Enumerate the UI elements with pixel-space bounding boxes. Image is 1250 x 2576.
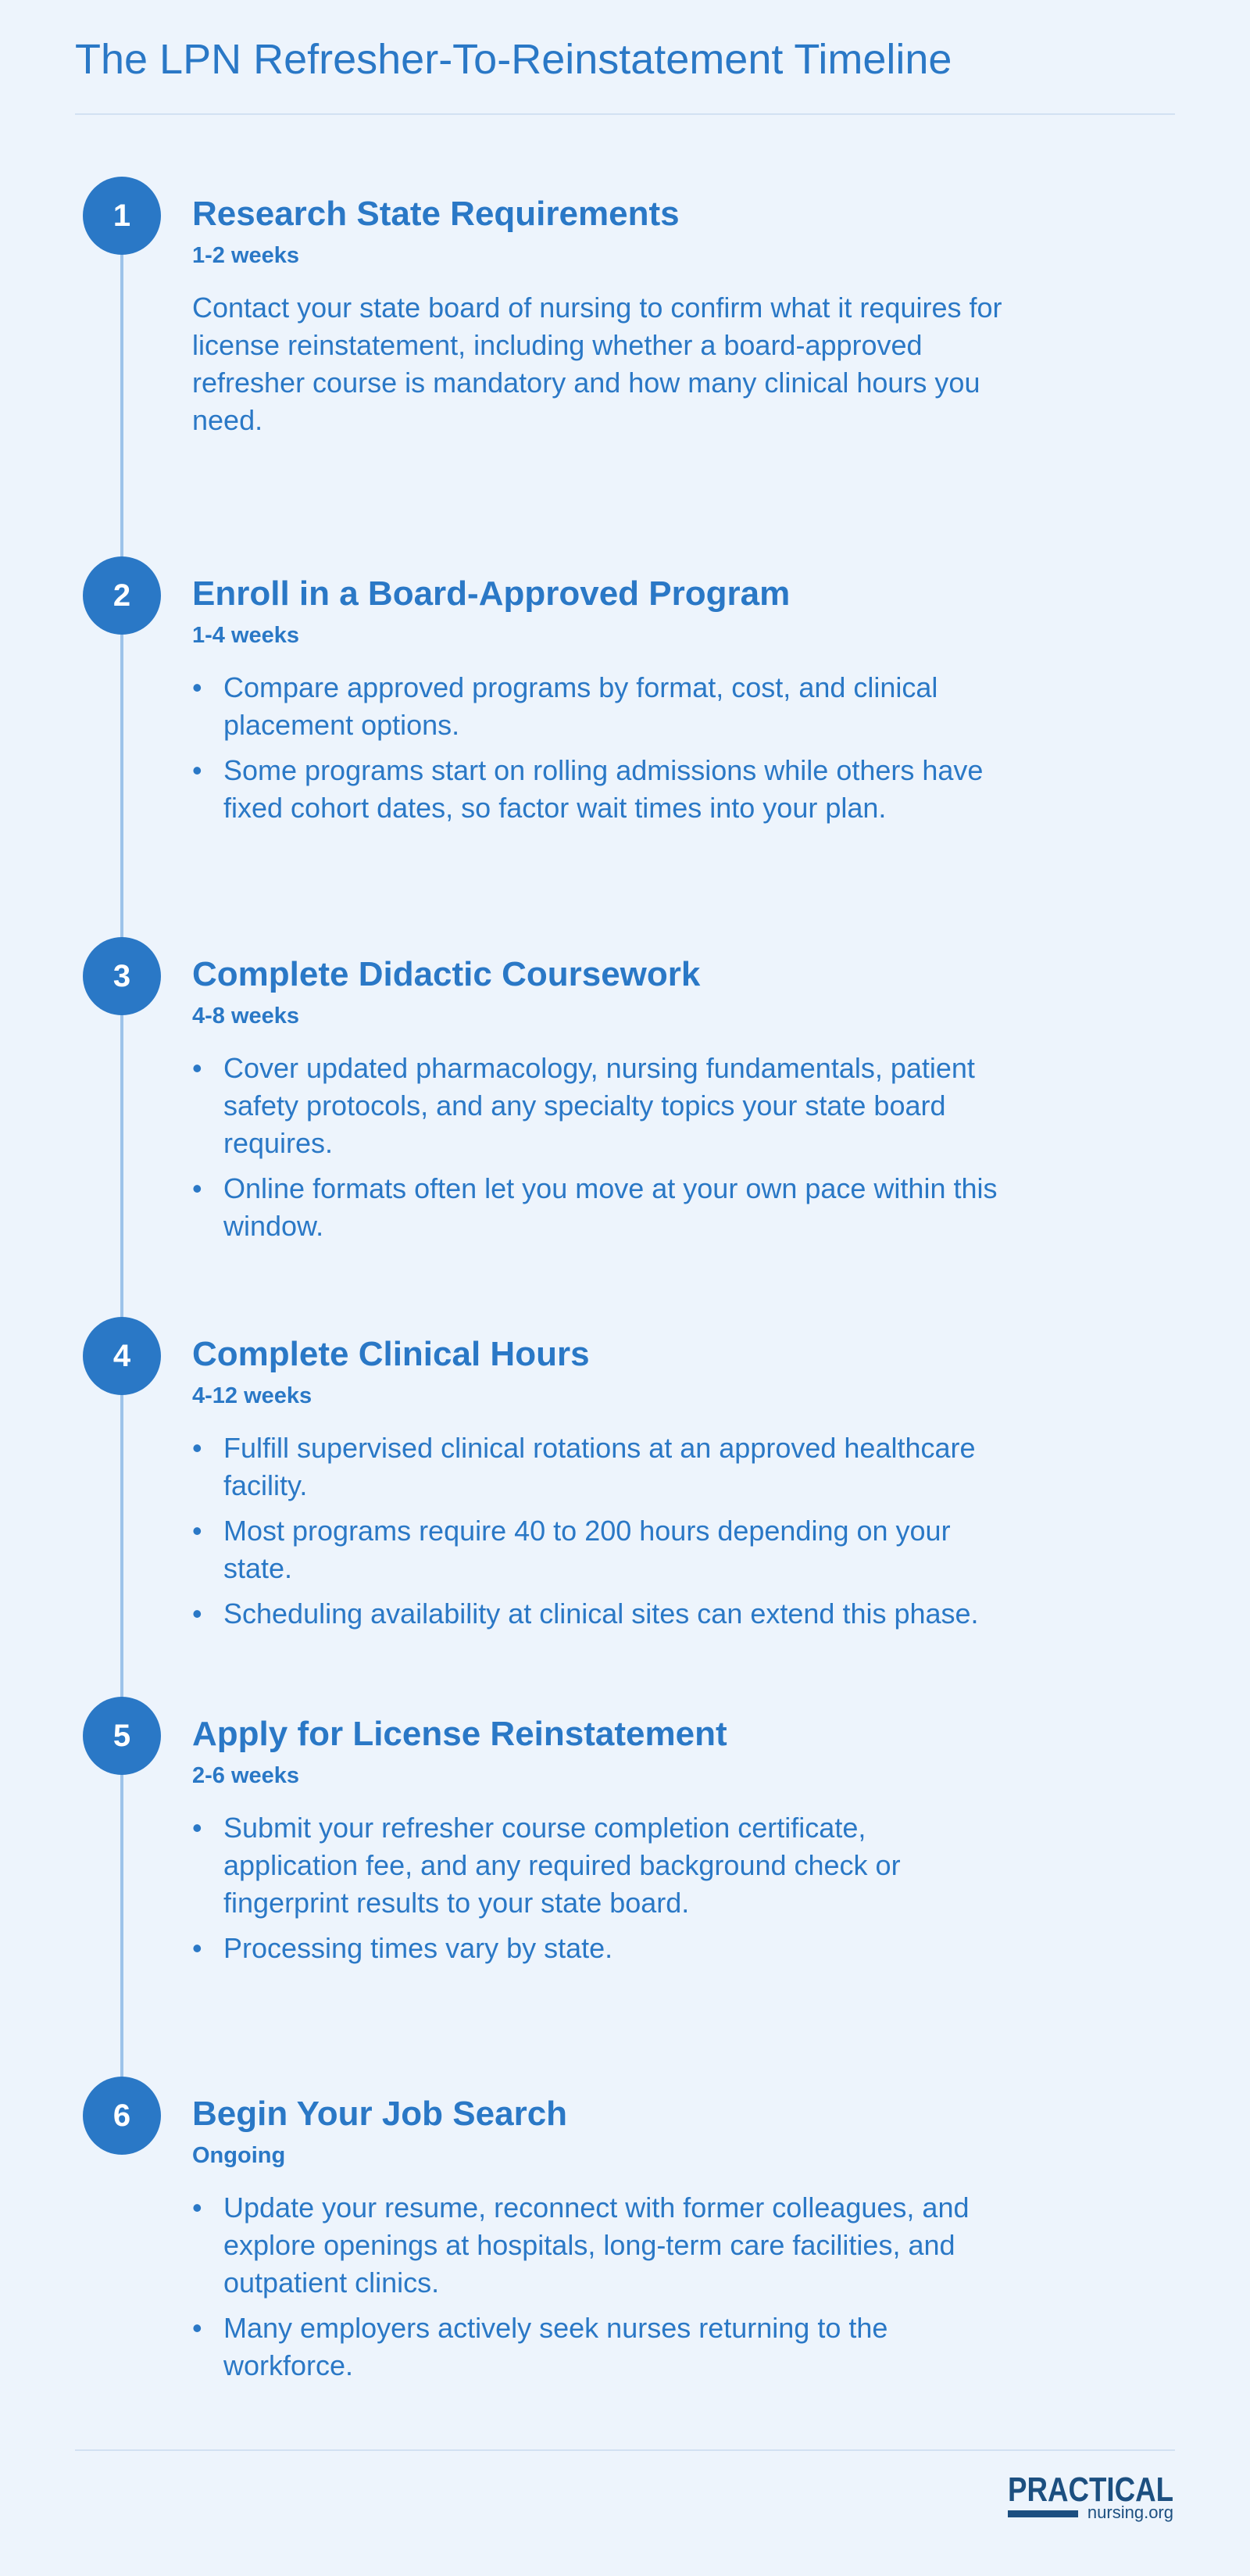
header-divider [75, 113, 1175, 115]
bullet-icon: • [192, 2191, 202, 2224]
step-bullet-list [192, 1429, 1005, 1633]
bullet-text: Scheduling availability at clinical sites can extend this phase. [223, 1597, 979, 1630]
bullet-text: Cover updated pharmacology, nursing fundamentals, patient safety protocols, and any specialty topics your state board requires. [223, 1051, 975, 1159]
step-content [192, 574, 1020, 835]
step-content [192, 194, 1020, 439]
step-title: Complete Clinical Hours [192, 1335, 590, 1373]
bullet-icon: • [192, 753, 202, 786]
logo-bar [1008, 2510, 1078, 2517]
step-title: Enroll in a Board-Approved Program [192, 574, 791, 613]
step-bullet-list [192, 669, 1005, 827]
step-number-badge: 4 [83, 1317, 161, 1395]
step-content [192, 2094, 1020, 2392]
bullet-text: Compare approved programs by format, cost, and clinical placement options. [223, 671, 938, 741]
bullet-text: Online formats often let you move at your own pace within this window. [223, 1172, 998, 1242]
bullet-item [192, 1595, 1005, 1633]
step-duration: Ongoing [192, 2142, 286, 2168]
bullet-icon: • [192, 671, 202, 703]
logo-wordmark: PRACTICAL [1008, 2470, 1173, 2509]
step-title: Apply for License Reinstatement [192, 1715, 727, 1753]
page-title: The LPN Refresher-To-Reinstatement Timeline [75, 36, 952, 83]
step-duration: 4-12 weeks [192, 1383, 312, 1408]
step-number-badge: 1 [83, 177, 161, 255]
bullet-icon: • [192, 1172, 202, 1204]
bullet-text: Many employers actively seek nurses returning to the workforce. [223, 2311, 888, 2381]
bullet-item [192, 1429, 1005, 1504]
step-duration: 1-4 weeks [192, 622, 300, 648]
bullet-icon: • [192, 2311, 202, 2344]
bullet-item [192, 1512, 1005, 1587]
step-number-badge: 2 [83, 556, 161, 635]
step-title: Research State Requirements [192, 195, 680, 233]
bullet-icon: • [192, 1811, 202, 1844]
bullet-icon: • [192, 1597, 202, 1630]
step-number-badge: 5 [83, 1697, 161, 1775]
bullet-item [192, 2189, 1005, 2302]
bullet-text: Update your resume, reconnect with former colleagues, and explore openings at hospitals, long-term care facilities, and outpatient clinics. [223, 2191, 970, 2299]
bullet-icon: • [192, 1431, 202, 1464]
step-title: Complete Didactic Coursework [192, 955, 701, 993]
bullet-item [192, 2309, 1005, 2385]
bullet-icon: • [192, 1051, 202, 1084]
footer-divider [75, 2449, 1175, 2451]
bullet-text: Processing times vary by state. [223, 1931, 613, 1964]
bullet-item [192, 669, 1005, 744]
bullet-text: Fulfill supervised clinical rotations at an approved healthcare facility. [223, 1431, 976, 1501]
step-number-badge: 6 [83, 2077, 161, 2155]
step-duration: 4-8 weeks [192, 1003, 300, 1029]
practical-nursing-logo [1008, 2470, 1175, 2529]
bullet-item [192, 1809, 1005, 1922]
step-bullet-list [192, 2189, 1005, 2385]
bullet-icon: • [192, 1514, 202, 1547]
step-content [192, 1334, 1020, 1640]
step-bullet-list [192, 1050, 1005, 1245]
step-duration: 1-2 weeks [192, 242, 300, 268]
step-content [192, 954, 1020, 1253]
logo-domain: nursing.org [1087, 2503, 1173, 2522]
bullet-item [192, 1170, 1005, 1245]
step-content [192, 1714, 1020, 1975]
step-duration: 2-6 weeks [192, 1762, 300, 1788]
bullet-text: Some programs start on rolling admissions while others have fixed cohort dates, so factor wait times into your plan. [223, 753, 984, 824]
bullet-text: Most programs require 40 to 200 hours depending on your state. [223, 1514, 951, 1584]
timeline-connector [120, 219, 123, 2113]
bullet-item [192, 1050, 1005, 1162]
step-description: Contact your state board of nursing to confirm what it requires for license reinstatement, including whether a board-approved refresher course is mandatory and how many clinical hours you need. [192, 291, 1002, 436]
bullet-item [192, 752, 1005, 827]
bullet-icon: • [192, 1931, 202, 1964]
step-number-badge: 3 [83, 937, 161, 1015]
step-title: Begin Your Job Search [192, 2095, 568, 2133]
bullet-text: Submit your refresher course completion certificate, application fee, and any required background check or fingerprint results to your state board. [223, 1811, 901, 1919]
step-bullet-list [192, 1809, 1005, 1967]
bullet-item [192, 1930, 1005, 1967]
